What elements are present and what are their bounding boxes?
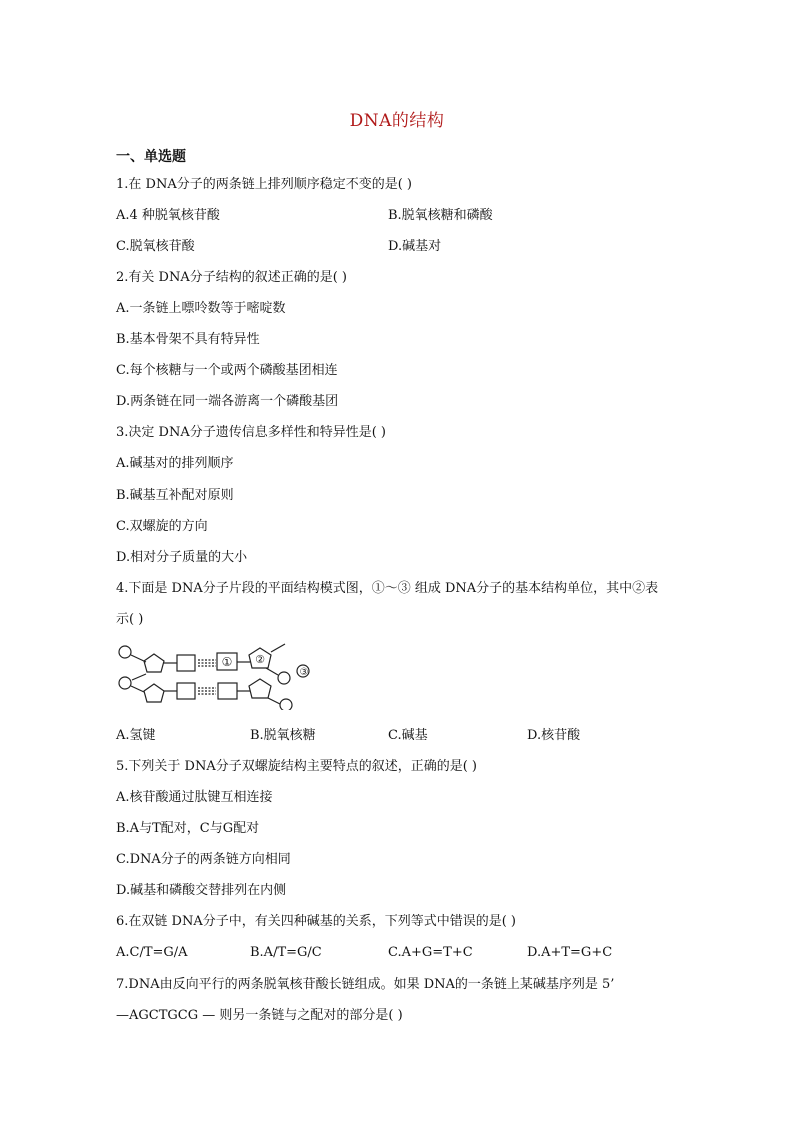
q6-option-a: A.C/T=G/A	[116, 945, 188, 960]
q5-option-a: A.核苷酸通过肽键互相连接	[116, 790, 273, 805]
question-6-stem: 6.在双链 DNA分子中，有关四种碱基的关系，下列等式中错误的是( )	[116, 914, 516, 929]
q6-option-b: B.A/T=G/C	[250, 945, 322, 960]
label-2: ②	[255, 653, 265, 666]
base-square	[177, 655, 195, 671]
q4-option-d: D.核苷酸	[527, 728, 581, 743]
deoxyribose-pentagon	[144, 654, 164, 672]
q6-option-c: C.A+G=T+C	[388, 945, 473, 960]
question-7-stem-line1: 7.DNA由反向平行的两条脱氧核苷酸长链组成。如果 DNA的一条链上某碱基序列是 5’	[116, 977, 615, 992]
section-heading: 一、单选题	[116, 149, 186, 165]
q3-option-d: D.相对分子质量的大小	[116, 550, 248, 565]
question-3-stem: 3.决定 DNA分子遗传信息多样性和特异性是( )	[116, 425, 386, 440]
q3-option-b: B.碱基互补配对原则	[116, 488, 234, 503]
dna-structure-diagram	[114, 636, 334, 710]
q2-option-b: B.基本骨架不具有特异性	[116, 332, 260, 347]
q3-option-a: A.碱基对的排列顺序	[116, 456, 234, 471]
question-1-stem: 1.在 DNA分子的两条链上排列顺序稳定不变的是( )	[116, 177, 412, 192]
q4-option-a: A.氢键	[116, 728, 156, 743]
deoxyribose-pentagon	[144, 684, 164, 702]
q1-option-b: B.脱氧核糖和磷酸	[388, 208, 493, 223]
question-4-stem-line1: 4.下面是 DNA分子片段的平面结构模式图，①～③ 组成 DNA分子的基本结构单位，其中②表	[116, 581, 659, 596]
q4-option-b: B.脱氧核糖	[250, 728, 316, 743]
phosphate-circle	[119, 646, 131, 658]
q1-option-a: A.4 种脱氧核苷酸	[116, 208, 220, 223]
deoxyribose-pentagon	[249, 679, 271, 698]
q6-option-d: D.A+T=G+C	[527, 945, 613, 960]
label-3: ③	[299, 667, 309, 678]
phosphate-circle	[280, 699, 292, 710]
q5-option-c: C.DNA分子的两条链方向相同	[116, 852, 291, 867]
question-7-stem-line2: —AGCTGCG — 则另一条链与之配对的部分是( )	[116, 1008, 403, 1023]
q1-option-c: C.脱氧核苷酸	[116, 239, 195, 254]
label-1: ①	[221, 655, 233, 669]
phosphate-circle	[278, 672, 290, 684]
q5-option-d: D.碱基和磷酸交替排列在内侧	[116, 883, 287, 898]
page-title: DNA的结构	[349, 111, 445, 131]
q4-option-c: C.碱基	[388, 728, 428, 743]
phosphate-circle	[119, 677, 131, 689]
base-square	[218, 683, 237, 699]
q3-option-c: C.双螺旋的方向	[116, 519, 208, 534]
q5-option-b: B.A与T配对，C与G配对	[116, 821, 260, 836]
q2-option-c: C.每个核糖与一个或两个磷酸基团相连	[116, 363, 338, 378]
q2-option-a: A.一条链上嘌呤数等于嘧啶数	[116, 301, 286, 316]
question-5-stem: 5.下列关于 DNA分子双螺旋结构主要特点的叙述，正确的是( )	[116, 759, 477, 774]
question-4-stem-line2: 示( )	[116, 612, 144, 627]
base-square	[177, 683, 195, 699]
q2-option-d: D.两条链在同一端各游离一个磷酸基团	[116, 394, 339, 409]
question-2-stem: 2.有关 DNA分子结构的叙述正确的是( )	[116, 270, 347, 285]
q1-option-d: D.碱基对	[388, 239, 442, 254]
